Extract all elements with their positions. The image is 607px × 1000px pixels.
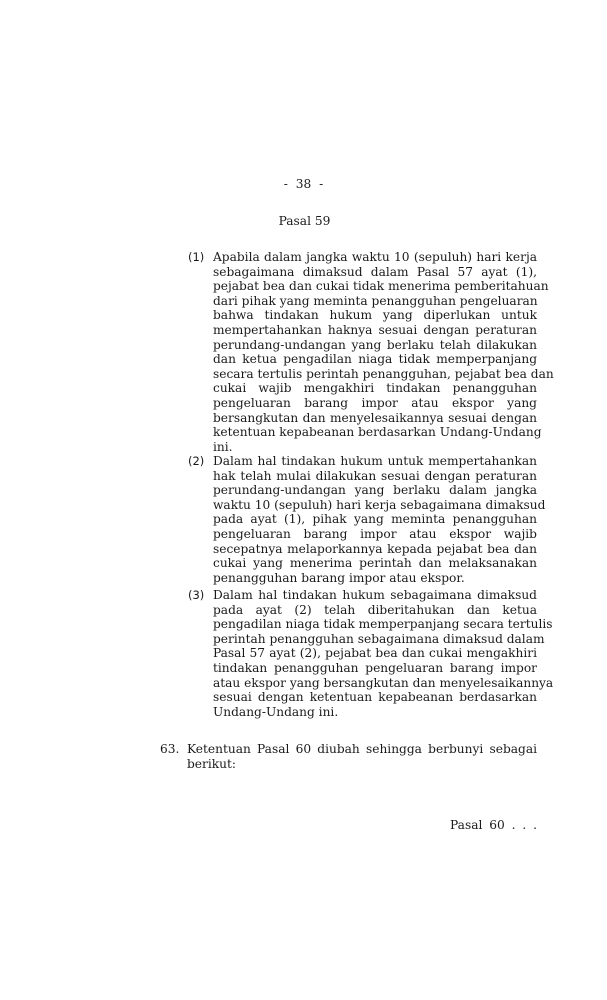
text-line: pengadilan niaga tidak memperpanjang secara tertulis [213, 617, 553, 632]
continuation-marker: Pasal 60 . . . [450, 818, 537, 832]
text-line: sebagaimana dimaksud dalam Pasal 57 ayat (1), [213, 264, 537, 279]
item-number: (1) [188, 250, 205, 264]
text-line: sesuai dengan ketentuan kepabeanan berdasarkan [213, 690, 537, 705]
text-line: pada ayat (2) telah diberitahukan dan ketua [213, 602, 537, 617]
text-line: pejabat bea dan cukai tidak menerima pemberitahuan [213, 279, 549, 294]
item-body [213, 588, 554, 719]
item-number: (3) [188, 588, 205, 602]
text-line: dan ketua pengadilan niaga tidak memperpanjang [213, 352, 537, 367]
text-line: Dalam hal tindakan hukum sebagaimana dimaksud [213, 588, 537, 602]
text-line: bersangkutan dan menyelesaikannya sesuai dengan [213, 410, 537, 425]
text-line: perundang-undangan yang berlaku dalam jangka [213, 483, 537, 498]
text-line: perintah penangguhan sebagaimana dimaksud dalam [213, 631, 545, 646]
item-body [213, 454, 546, 585]
text-line: cukai wajib mengakhiri tindakan penangguhan [213, 381, 537, 396]
text-line: atau ekspor yang bersangkutan dan menyelesaikannya [213, 675, 554, 690]
text-line: dari pihak yang meminta penangguhan pengeluaran [213, 293, 538, 308]
item-body [213, 250, 554, 454]
text-line: bahwa tindakan hukum yang diperlukan untuk [213, 308, 537, 323]
text-line: Dalam hal tindakan hukum untuk mempertahankan [213, 454, 537, 468]
text-line: berikut: [187, 756, 236, 771]
page-number: - 38 - [283, 177, 324, 191]
amendment-item [160, 742, 537, 771]
text-line: mempertahankan haknya sesuai dengan peraturan [213, 322, 537, 337]
text-line: Apabila dalam jangka waktu 10 (sepuluh) hari kerja [213, 250, 537, 264]
amendment-body [187, 742, 537, 771]
text-line: perundang-undangan yang berlaku telah dilakukan [213, 337, 537, 352]
paragraph-item [188, 250, 554, 454]
amendment-number: 63. [160, 742, 180, 756]
text-line: secepatnya melaporkannya kepada pejabat bea dan [213, 541, 537, 556]
text-line: ini. [213, 439, 233, 454]
text-line: waktu 10 (sepuluh) hari kerja sebagaimana dimaksud [213, 497, 546, 512]
text-line: pengeluaran barang impor atau ekspor yang [213, 395, 537, 410]
paragraph-item [188, 454, 546, 585]
text-line: penangguhan barang impor atau ekspor. [213, 570, 465, 585]
paragraph-item [188, 588, 554, 719]
item-number: (2) [188, 454, 205, 468]
text-line: Undang-Undang ini. [213, 704, 339, 719]
text-line: tindakan penangguhan pengeluaran barang impor [213, 660, 537, 675]
text-line: Ketentuan Pasal 60 diubah sehingga berbunyi sebagai [187, 742, 537, 756]
text-line: cukai yang menerima perintah dan melaksanakan [213, 556, 537, 571]
text-line: secara tertulis perintah penangguhan, pejabat bea dan [213, 366, 554, 381]
text-line: pada ayat (1), pihak yang meminta penangguhan [213, 512, 537, 527]
article-title: Pasal 59 [278, 214, 331, 228]
text-line: ketentuan kepabeanan berdasarkan Undang-Undang [213, 425, 542, 440]
text-line: Pasal 57 ayat (2), pejabat bea dan cukai mengakhiri [213, 646, 537, 661]
text-line: pengeluaran barang impor atau ekspor wajib [213, 526, 537, 541]
text-line: hak telah mulai dilakukan sesuai dengan peraturan [213, 468, 537, 483]
